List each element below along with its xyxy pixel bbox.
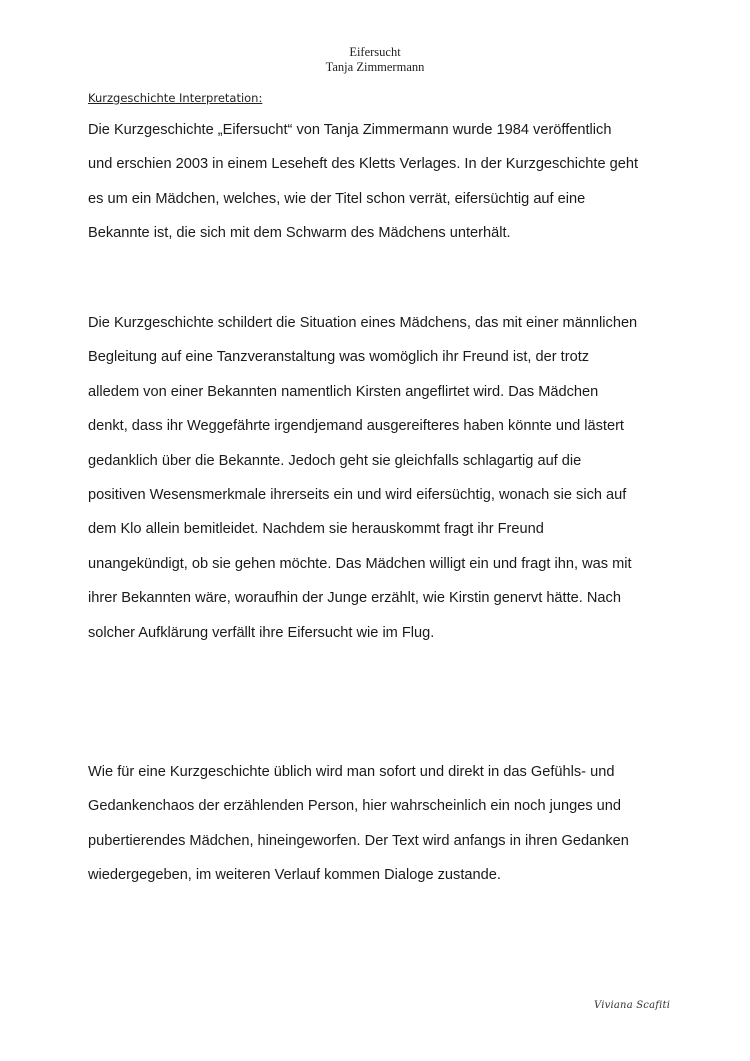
text-line: positiven Wesensmerkmale ihrerseits ein und wird eifersüchtig, wonach sie sich auf [88, 487, 627, 504]
text-line: pubertierendes Mädchen, hineingeworfen. Der Text wird anfangs in ihren Gedanken [88, 832, 629, 849]
text-line: Wie für eine Kurzgeschichte üblich wird man sofort und direkt in das Gefühls- und [88, 764, 615, 780]
text-line: wiedergegeben, im weiteren Verlauf kommen Dialoge zustande. [88, 867, 501, 884]
page-header [0, 45, 750, 75]
paragraph-introduction [88, 113, 678, 251]
text-line: Gedankenchaos der erzählenden Person, hier wahrscheinlich ein noch junges und [88, 798, 622, 815]
text-line: dem Klo allein bemitleidet. Nachdem sie herauskommt fragt ihr Freund [88, 521, 544, 538]
text-line: alledem von einer Bekannten namentlich Kirsten angeflirtet wird. Das Mädchen [88, 383, 599, 400]
text-line: gedanklich über die Bekannte. Jedoch geht sie gleichfalls schlagartig auf die [88, 452, 582, 469]
document-title: Eifersucht [349, 45, 401, 59]
paragraph-analysis [88, 755, 678, 893]
text-line: solcher Aufklärung verfällt ihre Eifersucht wie im Flug. [88, 624, 435, 641]
section-heading: Kurzgeschichte Interpretation: [88, 91, 263, 105]
text-line: Die Kurzgeschichte „Eifersucht“ von Tanja Zimmermann wurde 1984 veröffentlich [88, 122, 612, 138]
author-signature: Viviana Scafiti [594, 1000, 671, 1011]
text-line: Die Kurzgeschichte schildert die Situation eines Mädchens, das mit einer männlichen [88, 315, 638, 331]
text-line: unangekündigt, ob sie gehen möchte. Das Mädchen willigt ein und fragt ihn, was mit [88, 555, 632, 572]
text-line: es um ein Mädchen, welches, wie der Titel schon verrät, eifersüchtig auf eine [88, 190, 586, 207]
text-line: und erschien 2003 in einem Leseheft des Kletts Verlages. In der Kurzgeschichte geht [88, 156, 639, 173]
text-line: Begleitung auf eine Tanzveranstaltung was womöglich ihr Freund ist, der trotz [88, 349, 590, 366]
paragraph-summary [88, 306, 678, 650]
text-line: Bekannte ist, die sich mit dem Schwarm des Mädchens unterhält. [88, 225, 511, 242]
text-line: denkt, dass ihr Weggefährte irgendjemand ausgereifteres haben könnte und lästert [88, 418, 624, 435]
document-author: Tanja Zimmermann [325, 60, 425, 74]
text-line: ihrer Bekannten wäre, woraufhin der Junge erzählt, wie Kirstin genervt hätte. Nach [88, 590, 621, 607]
